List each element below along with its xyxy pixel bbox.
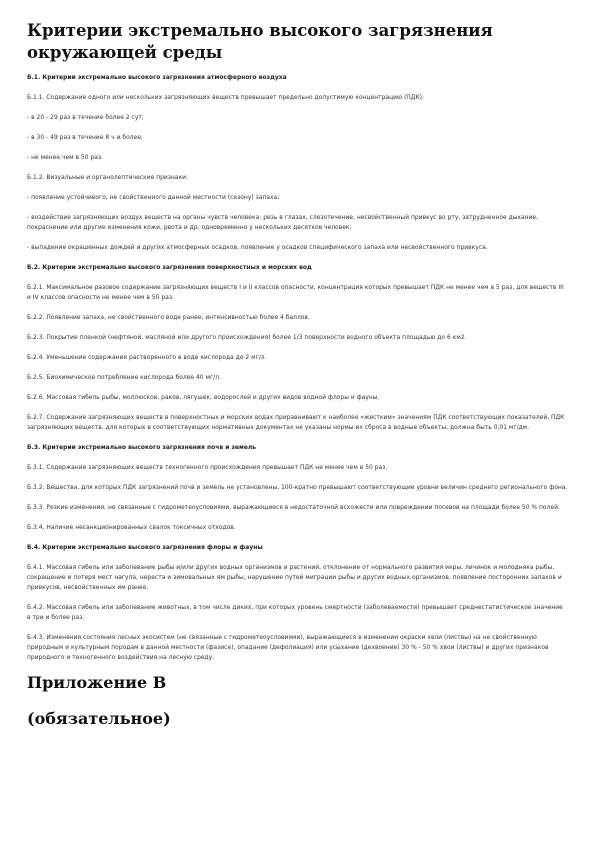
document-body: [27, 73, 568, 663]
paragraph: Б.4.3. Изменения состояния лесных экосистем (не связанные с гидрометеоусловиями), выражающиеся в изменении окраски хвои (листвы) на не свойственную природным и культурным породам в данной местности (фазисе), опадание (дефолиация) или усыхание (дехвоение) 30 % - 50 % хвои (листвы) и других признаков природного и техногенного воздействия на лесную среду.: [27, 635, 549, 661]
paragraph: - появление устойчивого, не свойственного данной местности (сезону) запаха;: [27, 195, 280, 201]
page-title: Критерии экстремально высокого загрязнения окружающей среды: [27, 21, 493, 62]
paragraph: Б.3.3. Резкие изменения, не связанные с гидрометеоусловиями, выражающиеся в недостаточной всхожести или повреждении посевов на площади более 50 % полей.: [27, 505, 560, 511]
section-heading: Б.2. Критерии экстремально высокого загрязнения поверхностных и морских вод: [27, 265, 312, 271]
paragraph: Б.2.4. Уменьшение содержания растворенного в воде кислорода до 2 мг/л.: [27, 355, 267, 361]
appendix-heading: Приложение В: [27, 673, 167, 692]
document-page: [27, 20, 568, 729]
paragraph: - выпадение окрашенных дождей и других атмосферных осадков, появление у осадков специфического запаха или несвойственного привкуса.: [27, 245, 488, 251]
section-heading: Б.1. Критерии экстремально высокого загрязнения атмосферного воздуха: [27, 75, 287, 81]
paragraph: Б.3.4. Наличие несанкционированных свалок токсичных отходов.: [27, 525, 236, 531]
paragraph: Б.4.1. Массовая гибель или заболевание рыбы и/или других водных организмов и растений, отклонение от нормального развития икры, личинок и молодняка рыбы, сокращение и потеря мест нагула, нереста и зимовальных ям рыбы, нарушение путей миграции рыбы и других водных организмов, появление посторонних запахов и привкусов, несвойственных им ранее.: [27, 565, 562, 591]
appendix-subheading: (обязательное): [27, 709, 171, 728]
paragraph: - не менее чем в 50 раз.: [27, 155, 104, 161]
paragraph: - в 20 - 29 раз в течение более 2 сут;: [27, 115, 144, 121]
section-heading: Б.4. Критерии экстремально высокого загрязнения флоры и фауны: [27, 545, 263, 551]
section-heading: Б.3. Критерии экстремально высокого загрязнения почв и земель: [27, 445, 257, 451]
paragraph: Б.2.6. Массовая гибель рыбы, моллюсков, раков, лягушек, водорослей и других видов водной флоры и фауны.: [27, 395, 380, 401]
paragraph: - в 30 - 49 раз в течение 8 ч и более;: [27, 135, 143, 141]
paragraph: Б.2.7. Содержание загрязняющих веществ в поверхностных и морских водах приравнивают к наиболее «жестким» значениям ПДК соответствующих показателей, ПДК загрязняющих веществ, для которых в соответствующих нормативных документах не указаны нормы их сброса в водные объекты, должна быть 0,01 мг/дм.: [27, 415, 565, 431]
paragraph: Б.3.2. Вещества, для которых ПДК загрязнений почв и земель не установлены, 100-кратно превышают соответствующие уровни величин среднего регионального фона.: [27, 485, 568, 491]
paragraph: Б.4.2. Массовая гибель или заболевание животных, в том числе диких, при которых уровень смертности (заболеваемости) превышает среднестатистическое значение в три и более раз.: [27, 605, 563, 621]
paragraph: Б.1.2. Визуальные и органолептические признаки:: [27, 175, 189, 181]
paragraph: Б.2.1. Максимальное разовое содержание загрязняющих веществ I и II классов опасности, концентрация которых превышает ПДК не менее чем в 5 раз, для веществ III и IV классов опасности не менее чем в 50 раз.: [27, 285, 564, 301]
paragraph: Б.2.5. Биохимическое потребление кислорода более 40 мг/л.: [27, 375, 221, 381]
paragraph: Б.1.1. Содержание одного или нескольких загрязняющих веществ превышает предельно допустимую концентрацию (ПДК):: [27, 95, 425, 101]
paragraph: - воздействие загрязняющих воздух веществ на органы чувств человека: резь в глазах, слезотечение, несвойственный привкус во рту, затрудненное дыхание, покраснение или другие изменения кожи, рвота и др. одновременно у нескольких десятков человек;: [27, 215, 539, 231]
paragraph: Б.2.2. Появление запаха, не свойственного воде ранее, интенсивностью более 4 баллов.: [27, 315, 310, 321]
paragraph: Б.3.1. Содержание загрязняющих веществ техногенного происхождения превышает ПДК не менее чем в 50 раз.: [27, 465, 388, 471]
paragraph: Б.2.3. Покрытие пленкой (нефтяной, масляной или другого происхождения) более 1/3 поверхности водного объекта площадью до 6 км2.: [27, 335, 467, 341]
